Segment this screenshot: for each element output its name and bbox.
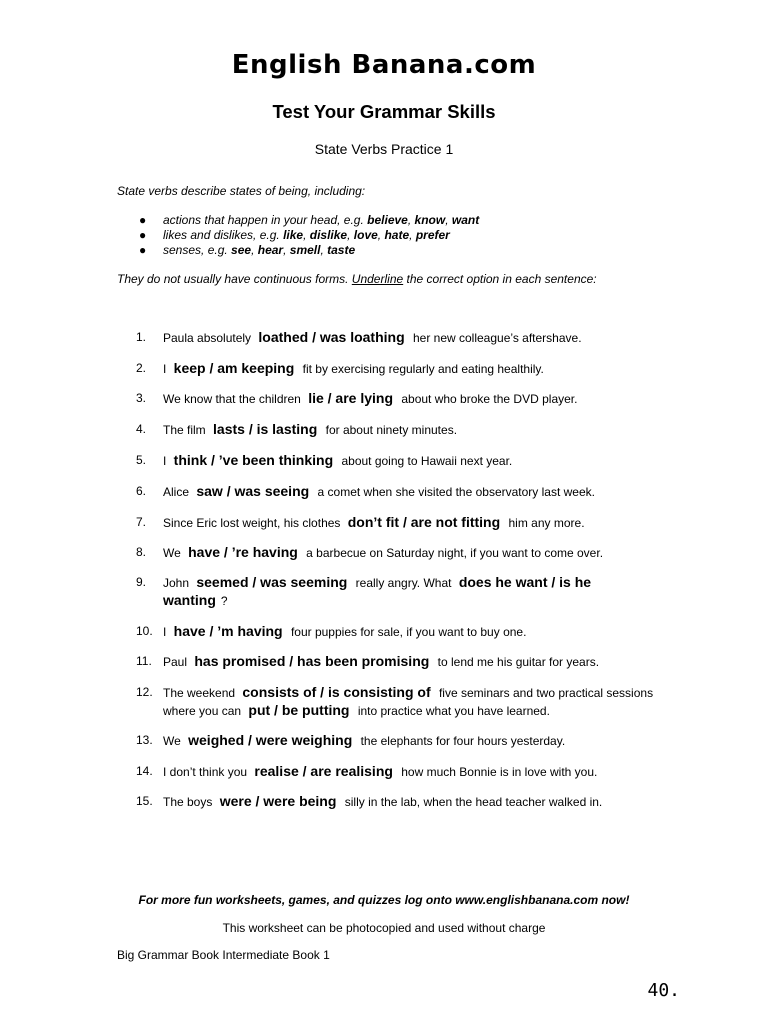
question-text	[163, 684, 656, 720]
sentence-fragment: I	[163, 362, 170, 376]
question-number: 6.	[136, 484, 147, 498]
bullet-item: ● actions that happen in your head, e.g. believe, know, want	[117, 213, 717, 228]
question-number: 1.	[136, 330, 147, 344]
question-number: 7.	[136, 515, 147, 529]
photocopy-note: This worksheet can be photocopied and used without charge	[222, 921, 546, 935]
question-text	[163, 329, 656, 347]
example-verb: smell	[289, 243, 321, 257]
sentence-fragment: Paul	[163, 655, 191, 669]
answer-options[interactable]: don’t fit / are not fitting	[347, 514, 501, 530]
bullet-icon: ●	[139, 213, 147, 227]
question-number: 11.	[136, 654, 152, 668]
example-verb: love	[353, 228, 378, 242]
question-item	[136, 793, 656, 811]
question-number: 8.	[136, 545, 147, 559]
example-verb: know	[414, 213, 446, 227]
page-title: Test Your Grammar Skills	[272, 101, 496, 122]
example-verb: believe	[367, 213, 408, 227]
question-number: 9.	[136, 575, 147, 589]
sentence-fragment: Paula absolutely	[163, 331, 255, 345]
example-verb: see	[231, 243, 252, 257]
example-verb: dislike	[309, 228, 348, 242]
sentence-fragment: her new colleague’s aftershave.	[409, 331, 582, 345]
book-title: Big Grammar Book Intermediate Book 1	[117, 948, 330, 962]
sentence-fragment: We know that the children	[163, 392, 305, 406]
sentence-fragment: to lend me his guitar for years.	[434, 655, 600, 669]
question-item	[136, 732, 656, 750]
question-item	[136, 390, 656, 408]
question-number: 4.	[136, 422, 147, 436]
sentence-fragment: four puppies for sale, if you want to buy one.	[287, 625, 527, 639]
question-item	[136, 421, 656, 439]
question-text	[163, 732, 656, 750]
example-verb: hate	[384, 228, 410, 242]
answer-options[interactable]: does he want / is he wanting	[163, 574, 592, 608]
answer-options[interactable]: were / were being	[219, 793, 337, 809]
answer-options[interactable]: keep / am keeping	[173, 360, 295, 376]
sentence-fragment: I	[163, 625, 170, 639]
sentence-fragment: ?	[220, 594, 228, 608]
question-item	[136, 544, 656, 562]
question-number: 3.	[136, 391, 147, 405]
question-item	[136, 623, 656, 641]
sentence-fragment: Alice	[163, 485, 193, 499]
question-number: 10.	[136, 624, 153, 638]
question-item	[136, 360, 656, 378]
sentence-fragment: a comet when she visited the observatory last week.	[314, 485, 595, 499]
example-verb: taste	[327, 243, 356, 257]
question-item	[136, 574, 656, 610]
sentence-fragment: really angry. What	[352, 576, 455, 590]
sentence-fragment: him any more.	[505, 516, 585, 530]
sentence-fragment: for about ninety minutes.	[322, 423, 458, 437]
answer-options[interactable]: lie / are lying	[308, 390, 394, 406]
question-text	[163, 653, 656, 671]
sentence-fragment: silly in the lab, when the head teacher walked in.	[341, 795, 603, 809]
question-number: 5.	[136, 453, 147, 467]
question-text	[163, 544, 656, 562]
instruction-text	[117, 272, 737, 286]
sentence-fragment: a barbecue on Saturday night, if you want to come over.	[302, 546, 604, 560]
answer-options[interactable]: consists of / is consisting of	[242, 684, 431, 700]
question-text	[163, 360, 656, 378]
page-number: 40.	[647, 980, 680, 1001]
question-text	[163, 793, 656, 811]
instruction-after: the correct option in each sentence:	[403, 272, 597, 286]
question-item	[136, 514, 656, 532]
question-text	[163, 421, 656, 439]
answer-options[interactable]: saw / was seeing	[196, 483, 310, 499]
example-verb: hear	[257, 243, 284, 257]
sentence-fragment: how much Bonnie is in love with you.	[397, 765, 598, 779]
question-number: 14.	[136, 764, 153, 778]
question-number: 12.	[136, 685, 153, 699]
bullet-text: senses, e.g.	[163, 243, 232, 257]
question-number: 2.	[136, 361, 147, 375]
sentence-fragment: We	[163, 734, 185, 748]
intro-text: State verbs describe states of being, including:	[117, 184, 366, 198]
bullet-text: likes and dislikes, e.g.	[163, 228, 284, 242]
question-text	[163, 763, 656, 781]
question-text	[163, 623, 656, 641]
sentence-fragment: The boys	[163, 795, 216, 809]
sentence-fragment: John	[163, 576, 193, 590]
question-text	[163, 574, 656, 610]
answer-options[interactable]: think / ’ve been thinking	[173, 452, 334, 468]
sentence-fragment: five seminars and two practical sessions where you can	[163, 686, 654, 718]
question-item	[136, 763, 656, 781]
answer-options[interactable]: loathed / was loathing	[258, 329, 405, 345]
sentence-fragment: about who broke the DVD player.	[398, 392, 578, 406]
sentence-fragment: I	[163, 454, 170, 468]
sentence-fragment: We	[163, 546, 185, 560]
question-text	[163, 390, 656, 408]
question-number: 13.	[136, 733, 153, 747]
instruction-before: They do not usually have continuous forms.	[117, 272, 352, 286]
site-logo: English Banana.com	[231, 50, 537, 80]
bullet-icon: ●	[139, 243, 147, 257]
question-item	[136, 329, 656, 347]
bullet-icon: ●	[139, 228, 147, 242]
answer-options[interactable]: has promised / has been promising	[194, 653, 430, 669]
sentence-fragment: the elephants for four hours yesterday.	[357, 734, 566, 748]
answer-options[interactable]: lasts / is lasting	[213, 421, 318, 437]
question-item	[136, 653, 656, 671]
answer-options[interactable]: weighed / were weighing	[188, 732, 353, 748]
page-subtitle: State Verbs Practice 1	[314, 141, 454, 157]
promo-text: For more fun worksheets, games, and quizzes log onto www.englishbanana.com now!	[138, 893, 630, 907]
sentence-fragment: fit by exercising regularly and eating healthily.	[299, 362, 544, 376]
answer-options[interactable]: realise / are realising	[254, 763, 393, 779]
question-item	[136, 483, 656, 501]
sentence-fragment: The film	[163, 423, 210, 437]
example-verb: prefer	[415, 228, 450, 242]
answer-options[interactable]: have / ’re having	[188, 544, 298, 560]
instruction-underlined: Underline	[351, 272, 404, 286]
sentence-fragment: The weekend	[163, 686, 239, 700]
state-verb-list	[117, 213, 717, 258]
bullet-item: ● likes and dislikes, e.g. like, dislike, love, hate, prefer	[117, 228, 717, 243]
sentence-fragment: into practice what you have learned.	[354, 704, 550, 718]
sentence-fragment: Since Eric lost weight, his clothes	[163, 516, 344, 530]
bullet-text: actions that happen in your head, e.g.	[163, 213, 368, 227]
answer-options[interactable]: seemed / was seeming	[196, 574, 348, 590]
question-item	[136, 684, 656, 720]
example-verb: want	[451, 213, 480, 227]
sentence-fragment: about going to Hawaii next year.	[338, 454, 513, 468]
example-verb: like	[283, 228, 304, 242]
question-number: 15.	[136, 794, 153, 808]
sentence-fragment: I don’t think you	[163, 765, 251, 779]
answer-options[interactable]: have / ’m having	[173, 623, 283, 639]
answer-options[interactable]: put / be putting	[248, 702, 350, 718]
question-text	[163, 514, 656, 532]
question-item	[136, 452, 656, 470]
question-text	[163, 452, 656, 470]
bullet-item: ● senses, e.g. see, hear, smell, taste	[117, 243, 717, 258]
question-text	[163, 483, 656, 501]
